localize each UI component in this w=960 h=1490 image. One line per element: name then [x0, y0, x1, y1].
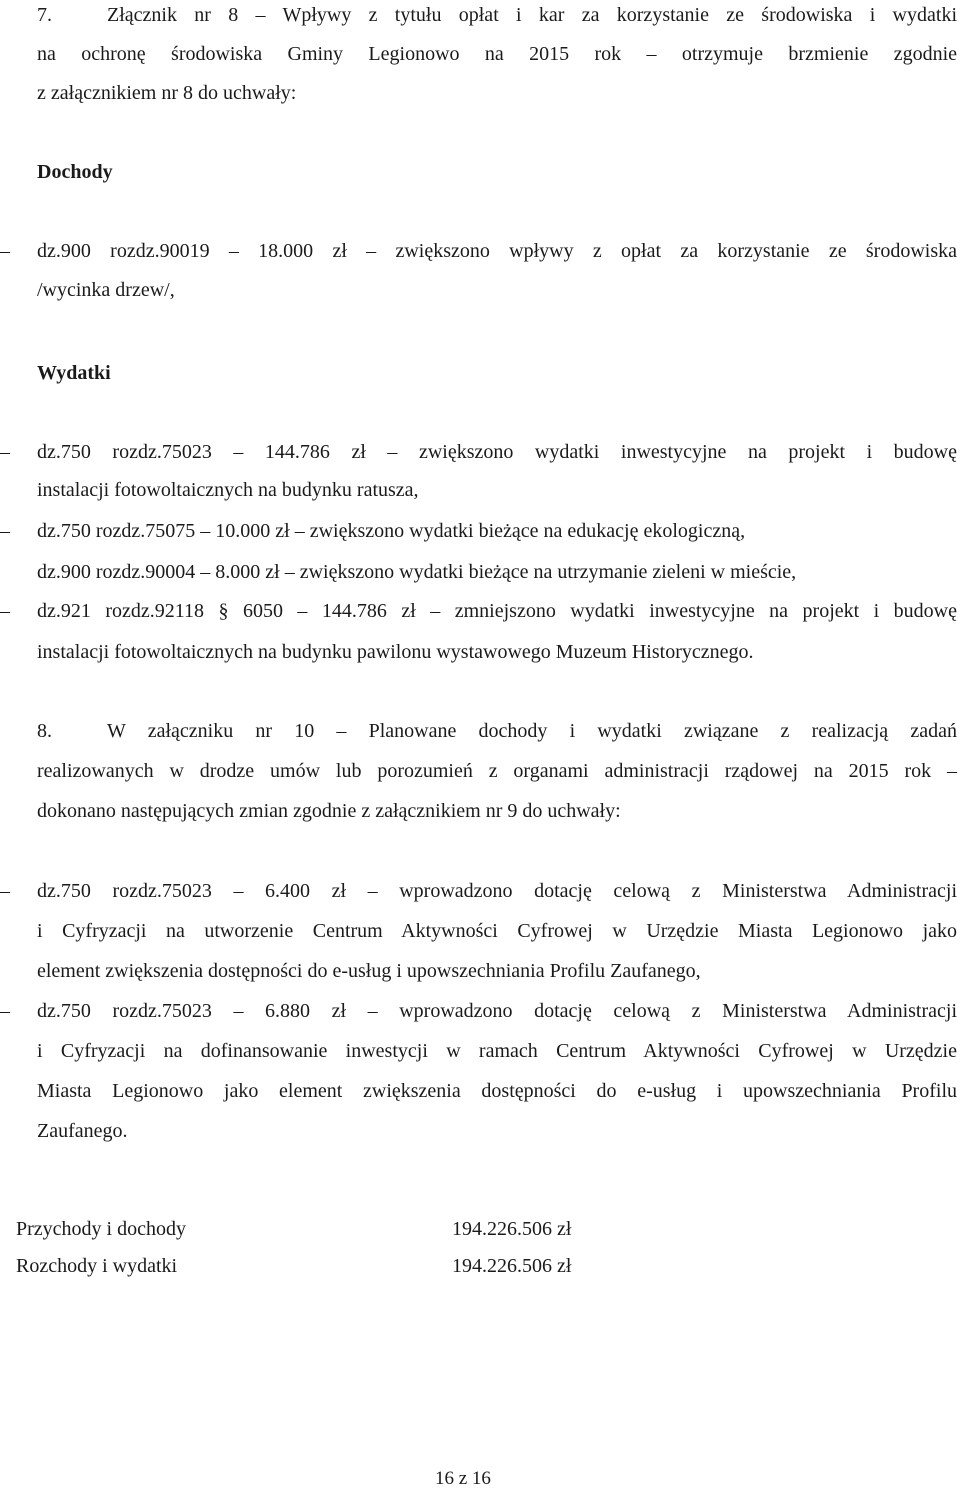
page-number: 16 z 16	[435, 1468, 491, 1489]
bullet-dash: –	[0, 240, 10, 262]
wydatki-item-2: dz.750 rozdz.75075 – 10.000 zł – zwiększono wydatki bieżące na edukację ekologiczną,	[37, 520, 746, 542]
summary-income-label: Przychody i dochody	[16, 1218, 186, 1240]
summary-income-value: 194.226.506 zł	[452, 1218, 572, 1240]
section-8-line-3: dokonano następujących zmian zgodnie z załącznikiem nr 9 do uchwały:	[37, 800, 621, 822]
dochody-item-1-line-2: /wycinka drzew/,	[37, 279, 175, 301]
bullet-dash: –	[0, 600, 10, 622]
summary-expense-label: Rozchody i wydatki	[16, 1255, 178, 1277]
section-7-number: 7.	[37, 4, 52, 26]
dochody-item-1-line-1: dz.900 rozdz.90019 – 18.000 zł – zwiększono wpływy z opłat za korzystanie ze środowiska	[37, 240, 957, 262]
section-8-line-2: realizowanych w drodze umów lub porozumień z organami administracji rządowej na 2015 rok –	[37, 760, 957, 782]
wydatki-heading: Wydatki	[37, 362, 111, 384]
wydatki-item-1-line-2: instalacji fotowoltaicznych na budynku ratusza,	[37, 479, 419, 501]
bullet-dash: –	[0, 1000, 10, 1022]
wydatki-item-1-line-1: dz.750 rozdz.75023 – 144.786 zł – zwiększono wydatki inwestycyjne na projekt i budowę	[37, 441, 957, 463]
section-7-line-2: na ochronę środowiska Gminy Legionowo na 2015 rok – otrzymuje brzmienie zgodnie	[37, 43, 957, 65]
sec8-item-1-line-3: element zwiększenia dostępności do e-usług i upowszechniania Profilu Zaufanego,	[37, 960, 701, 982]
section-7-line-1: Złącznik nr 8 – Wpływy z tytułu opłat i kar za korzystanie ze środowiska i wydatki	[107, 4, 957, 26]
wydatki-item-3: dz.900 rozdz.90004 – 8.000 zł – zwiększono wydatki bieżące na utrzymanie zieleni w mieście,	[37, 561, 797, 583]
section-8-line-1: W załączniku nr 10 – Planowane dochody i wydatki związane z realizacją zadań	[107, 720, 957, 742]
dochody-heading: Dochody	[37, 161, 113, 183]
bullet-dash: –	[0, 520, 10, 542]
section-7-line-3: z załącznikiem nr 8 do uchwały:	[37, 82, 297, 104]
sec8-item-2-line-4: Zaufanego.	[37, 1120, 128, 1142]
sec8-item-1-line-1: dz.750 rozdz.75023 – 6.400 zł – wprowadzono dotację celową z Ministerstwa Administracji	[37, 880, 957, 902]
wydatki-item-4-line-1: dz.921 rozdz.92118 § 6050 – 144.786 zł – zmniejszono wydatki inwestycyjne na projekt i budowę	[37, 600, 957, 622]
wydatki-item-4-line-2: instalacji fotowoltaicznych na budynku pawilonu wystawowego Muzeum Historycznego.	[37, 641, 754, 663]
sec8-item-2-line-1: dz.750 rozdz.75023 – 6.880 zł – wprowadzono dotację celową z Ministerstwa Administracji	[37, 1000, 957, 1022]
sec8-item-2-line-3: Miasta Legionowo jako element zwiększenia dostępności do e-usług i upowszechniania Profilu	[37, 1080, 957, 1102]
sec8-item-2-line-2: i Cyfryzacji na dofinansowanie inwestycji w ramach Centrum Aktywności Cyfrowej w Urzędzie	[37, 1040, 957, 1062]
bullet-dash: –	[0, 880, 10, 902]
bullet-dash: –	[0, 441, 10, 463]
summary-expense-value: 194.226.506 zł	[452, 1255, 572, 1277]
section-8-number: 8.	[37, 720, 52, 742]
sec8-item-1-line-2: i Cyfryzacji na utworzenie Centrum Aktywności Cyfrowej w Urzędzie Miasta Legionowo jako	[37, 920, 957, 942]
